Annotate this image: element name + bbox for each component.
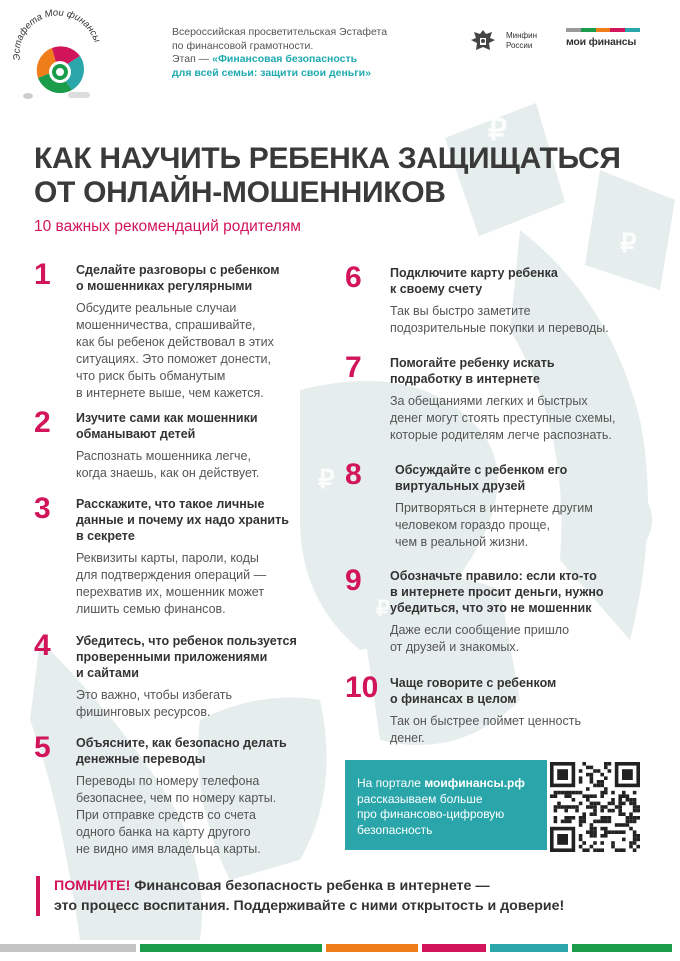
- item-heading: [390, 355, 615, 387]
- item-body-line: которые родителям легче распознать.: [390, 428, 612, 442]
- item-body: [76, 773, 287, 858]
- item-heading-line: в секрете: [76, 529, 135, 543]
- item-heading: [390, 675, 581, 707]
- color-segment: [581, 28, 596, 32]
- item-number: 1: [34, 258, 51, 291]
- color-segment: [140, 944, 322, 952]
- header-stage-prefix: Этап —: [172, 53, 213, 65]
- color-segment: [610, 28, 625, 32]
- page-subtitle: 10 важных рекомендаций родителям: [34, 218, 301, 235]
- svg-text:₽: ₽: [620, 228, 637, 258]
- item-heading-line: подработку в интернете: [390, 372, 540, 386]
- promo-line4: безопасность: [357, 822, 433, 837]
- logo-arc-text: Эстафета Мои финансы: [11, 8, 103, 61]
- item-body-line: денег.: [390, 731, 425, 745]
- item-body-line: одного банка на карту другого: [76, 825, 251, 839]
- item-body-line: денег могут стоять преступные схемы,: [390, 411, 616, 425]
- item-body-line: что риск быть обманутым: [76, 369, 226, 383]
- minfin-line1: Минфин: [506, 31, 538, 40]
- item-heading-line: Убедитесь, что ребенок пользуется: [76, 634, 297, 648]
- promo-text: [357, 776, 543, 838]
- item-body-line: подозрительные покупки и переводы.: [390, 321, 609, 335]
- item-body-line: фишинговых ресурсов.: [76, 705, 211, 719]
- item-body-line: Так он быстрее поймет ценность: [390, 714, 581, 728]
- item-number: 5: [34, 731, 51, 764]
- color-segment: [422, 944, 486, 952]
- recommendation-item: [76, 262, 280, 402]
- header-line1: Всероссийская просветительская Эстафета: [172, 26, 388, 38]
- header-line3: [172, 53, 412, 67]
- moi-finansy-color-bar: [566, 28, 640, 32]
- recommendation-item: [76, 496, 289, 618]
- item-heading-line: денежные переводы: [76, 752, 206, 766]
- item-heading-line: к своему счету: [390, 282, 483, 296]
- color-segment: [490, 944, 568, 952]
- relay-logo[interactable]: [8, 8, 104, 104]
- item-body: [76, 448, 259, 482]
- item-heading-line: Изучите сами как мошенники: [76, 411, 258, 425]
- color-segment: [566, 28, 581, 32]
- qr-code-icon[interactable]: [550, 762, 640, 852]
- header-stage-name: «Финансовая безопасность: [212, 53, 358, 65]
- minfin-label: [506, 31, 537, 51]
- item-body: [76, 687, 297, 721]
- svg-text:₽: ₽: [376, 596, 390, 621]
- svg-text:₽: ₽: [318, 464, 335, 494]
- item-heading-line: Подключите карту ребенка: [390, 266, 558, 280]
- item-heading-line: убедиться, что это не мошенник: [390, 601, 592, 615]
- minfin-logo[interactable]: [468, 26, 558, 56]
- item-body: [390, 622, 604, 656]
- promo-line1-prefix: На портале: [357, 776, 425, 790]
- item-number: 7: [345, 351, 362, 384]
- item-body-line: За обещаниями легких и быстрых: [390, 394, 588, 408]
- item-body-line: Так вы быстро заметите: [390, 304, 531, 318]
- item-heading-line: и сайтами: [76, 666, 139, 680]
- moi-finansy-wordmark: мои финансы: [566, 36, 637, 48]
- color-segment: [596, 28, 611, 32]
- item-heading-line: виртуальных друзей: [395, 479, 526, 493]
- color-segment: [0, 944, 136, 952]
- item-heading-line: Сделайте разговоры с ребенком: [76, 263, 280, 277]
- color-segment: [326, 944, 418, 952]
- item-body-line: Распознать мошенника легче,: [76, 449, 251, 463]
- item-number: 10: [345, 671, 379, 704]
- item-body-line: не видно имя владельца карты.: [76, 842, 261, 856]
- item-body-line: ситуациях. Это поможет донести,: [76, 352, 272, 366]
- item-heading: [390, 265, 609, 297]
- item-number: 6: [345, 261, 362, 294]
- remember-line1: Финансовая безопасность ребенка в интернете —: [130, 878, 490, 894]
- item-heading-line: в интернете просит деньги, нужно: [390, 585, 604, 599]
- item-body: [390, 713, 581, 747]
- item-body-line: Переводы по номеру телефона: [76, 774, 260, 788]
- item-heading: [76, 496, 289, 544]
- item-number: 4: [34, 629, 51, 662]
- item-number: 2: [34, 406, 51, 439]
- item-body-line: от друзей и знакомых.: [390, 640, 520, 654]
- item-body: [395, 500, 593, 551]
- header-description: [172, 26, 412, 80]
- item-heading: [76, 735, 287, 767]
- item-body: [76, 550, 289, 618]
- item-heading-line: Обозначьте правило: если кто-то: [390, 569, 597, 583]
- item-number: 3: [34, 492, 51, 525]
- item-body-line: перехватив их, мошенник может: [76, 585, 265, 599]
- item-heading-line: о финансах в целом: [390, 692, 517, 706]
- item-body-line: мошенничества, спрашивайте,: [76, 318, 256, 332]
- item-heading-line: Расскажите, что такое личные: [76, 497, 265, 511]
- page-title: [34, 142, 654, 210]
- item-heading-line: проверенными приложениями: [76, 650, 268, 664]
- recommendation-item: [76, 735, 287, 858]
- item-heading: [76, 633, 297, 681]
- item-heading-line: данные и почему их надо хранить: [76, 513, 289, 527]
- header-line2: по финансовой грамотности.: [172, 39, 314, 52]
- item-body-line: Обсудите реальные случаи: [76, 301, 237, 315]
- title-line1: КАК НАУЧИТЬ РЕБЕНКА ЗАЩИЩАТЬСЯ: [34, 142, 621, 175]
- item-body-line: безопаснее, чем по номеру карты.: [76, 791, 277, 805]
- remember-label: ПОМНИТЕ!: [54, 878, 131, 894]
- item-heading: [390, 568, 604, 616]
- item-heading: [76, 410, 259, 442]
- item-number: 8: [345, 458, 362, 491]
- item-heading-line: Обсуждайте с ребенком его: [395, 463, 568, 477]
- item-body-line: Это важно, чтобы избегать: [76, 688, 233, 702]
- item-body-line: когда знаешь, как он действует.: [76, 466, 260, 480]
- item-body: [76, 300, 280, 402]
- svg-text:₽: ₽: [488, 114, 508, 147]
- item-body-line: человеком гораздо проще,: [395, 518, 550, 532]
- relay-badge-icon: [8, 8, 104, 104]
- item-heading-line: Объясните, как безопасно делать: [76, 736, 287, 750]
- double-eagle-emblem-icon: [468, 26, 498, 56]
- item-body-line: чем в реальной жизни.: [395, 535, 529, 549]
- item-body-line: лишить семью финансов.: [76, 602, 226, 616]
- color-segment: [572, 944, 672, 952]
- item-body: [390, 393, 615, 444]
- item-heading-line: обманывают детей: [76, 427, 196, 441]
- item-heading-line: о мошенниках регулярными: [76, 279, 253, 293]
- remember-note: [36, 876, 664, 916]
- promo-line2: рассказываем больше: [357, 791, 483, 806]
- item-heading-line: Помогайте ребенку искать: [390, 356, 555, 370]
- item-body-line: Даже если сообщение пришло: [390, 623, 570, 637]
- bottom-color-bar: [0, 944, 680, 952]
- item-heading: [76, 262, 280, 294]
- item-body-line: в интернете выше, чем кажется.: [76, 386, 264, 400]
- promo-site-link[interactable]: моифинансы.рф: [424, 776, 525, 790]
- remember-line2: это процесс воспитания. Поддерживайте с ними открытость и доверие!: [54, 898, 565, 914]
- recommendation-item: [390, 355, 615, 444]
- recommendation-item: [390, 568, 604, 656]
- recommendation-item: [76, 633, 297, 721]
- item-number: 9: [345, 564, 362, 597]
- item-body-line: Реквизиты карты, пароли, коды: [76, 551, 259, 565]
- item-body-line: для подтверждения операций —: [76, 568, 267, 582]
- item-heading-line: Чаще говорите с ребенком: [390, 676, 557, 690]
- portal-promo-box[interactable]: [345, 760, 547, 850]
- moi-finansy-logo[interactable]: [566, 28, 656, 50]
- recommendation-item: [390, 265, 609, 337]
- recommendation-item: [76, 410, 259, 482]
- minfin-line2: России: [506, 41, 533, 50]
- promo-line3: про финансово-цифровую: [357, 807, 505, 821]
- item-body: [390, 303, 609, 337]
- item-body-line: При отправке средств со счета: [76, 808, 256, 822]
- header-line4: для всей семьи: защити свои деньги»: [172, 66, 371, 79]
- recommendation-item: [390, 675, 581, 747]
- title-line2: ОТ ОНЛАЙН-МОШЕННИКОВ: [34, 176, 446, 209]
- item-heading: [395, 462, 593, 494]
- recommendation-item: [395, 462, 593, 551]
- item-body-line: как бы ребенок действовал в этих: [76, 335, 274, 349]
- item-body-line: Притворяться в интернете другим: [395, 501, 593, 515]
- color-segment: [625, 28, 640, 32]
